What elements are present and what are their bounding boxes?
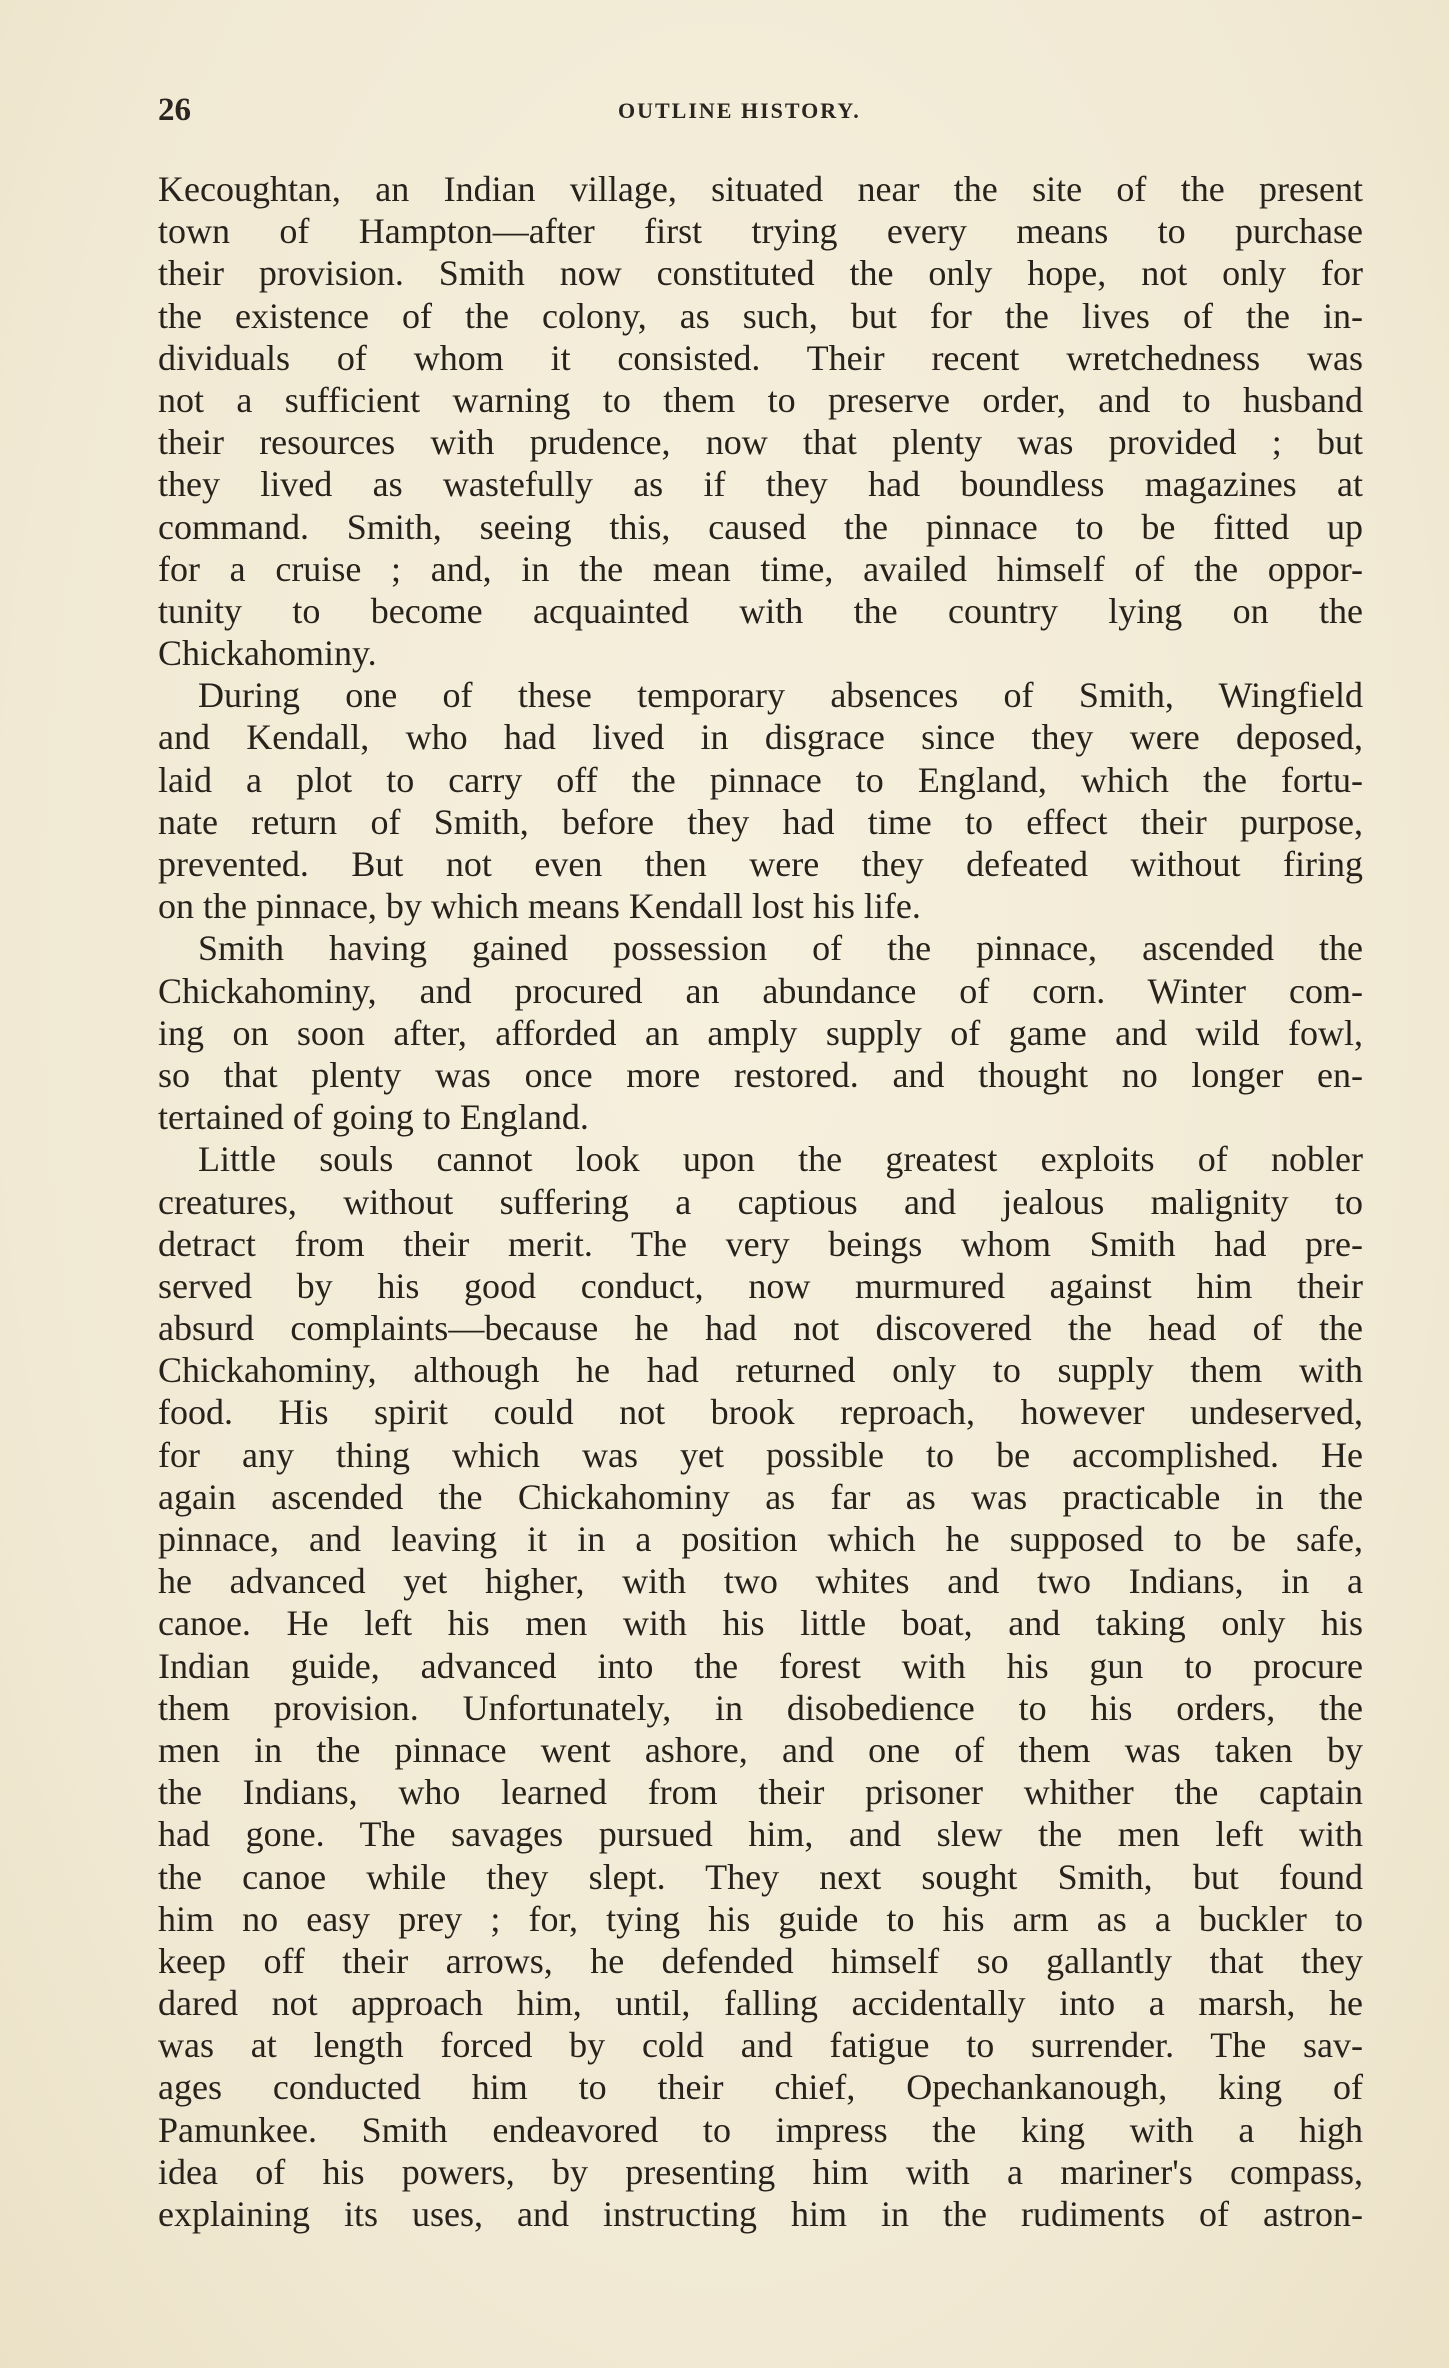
text-line: laid a plot to carry off the pinnace to England, which the fortu-: [158, 759, 1363, 800]
paragraph-1: [158, 168, 1363, 674]
text-line: men in the pinnace went ashore, and one of them was taken by: [158, 1729, 1363, 1770]
text-line: them provision. Unfortunately, in disobedience to his orders, the: [158, 1687, 1363, 1728]
text-line: so that plenty was once more restored. and thought no longer en-: [158, 1054, 1363, 1095]
text-line: keep off their arrows, he defended himself so gallantly that they: [158, 1940, 1363, 1981]
page-header: [158, 92, 1358, 132]
text-line: Chickahominy, and procured an abundance of corn. Winter com-: [158, 970, 1363, 1011]
text-line: tertained of going to England.: [158, 1097, 589, 1138]
text-line: detract from their merit. The very beings whom Smith had pre-: [158, 1223, 1363, 1264]
text-line: food. His spirit could not brook reproach, however undeserved,: [158, 1392, 1363, 1433]
text-line: absurd complaints—because he had not discovered the head of the: [158, 1308, 1363, 1349]
text-line: for any thing which was yet possible to be accomplished. He: [158, 1434, 1363, 1475]
text-line: Chickahominy, although he had returned only to supply them with: [158, 1350, 1363, 1391]
text-line: their provision. Smith now constituted the only hope, not only for: [158, 253, 1363, 294]
text-line: he advanced yet higher, with two whites and two Indians, in a: [158, 1561, 1363, 1602]
text-line: had gone. The savages pursued him, and slew the men left with: [158, 1814, 1363, 1855]
text-line: Indian guide, advanced into the forest with his gun to procure: [158, 1645, 1363, 1686]
text-line: creatures, without suffering a captious and jealous malignity to: [158, 1181, 1363, 1222]
paragraph-2: [158, 674, 1363, 927]
text-line: they lived as wastefully as if they had boundless magazines at: [158, 464, 1363, 505]
text-line: nate return of Smith, before they had time to effect their purpose,: [158, 801, 1363, 842]
text-line: pinnace, and leaving it in a position which he supposed to be safe,: [158, 1519, 1363, 1559]
text-line: him no easy prey ; for, tying his guide to his arm as a buckler to: [158, 1898, 1363, 1939]
text-line: Chickahominy.: [158, 633, 377, 674]
text-line: idea of his powers, by presenting him with a mariner's compass,: [158, 2151, 1363, 2192]
text-line: town of Hampton—after first trying every means to purchase: [158, 211, 1363, 252]
text-line: canoe. He left his men with his little boat, and taking only his: [158, 1603, 1363, 1644]
text-line: command. Smith, seeing this, caused the pinnace to be fitted up: [158, 506, 1363, 547]
text-line: the canoe while they slept. They next sought Smith, but found: [158, 1856, 1363, 1897]
text-line: Smith having gained possession of the pinnace, ascended the: [198, 928, 1363, 969]
text-line: Pamunkee. Smith endeavored to impress the king with a high: [158, 2109, 1363, 2150]
text-line: Little souls cannot look upon the greatest exploits of nobler: [198, 1139, 1363, 1180]
text-line: the existence of the colony, as such, but for the lives of the in-: [158, 295, 1363, 336]
text-line: dared not approach him, until, falling accidentally into a marsh, he: [158, 1983, 1363, 2024]
paragraph-4: [158, 1138, 1363, 2235]
text-line: again ascended the Chickahominy as far as was practicable in the: [158, 1476, 1363, 1517]
text-line: dividuals of whom it consisted. Their recent wretchedness was: [158, 337, 1363, 378]
text-line: prevented. But not even then were they defeated without firing: [158, 844, 1363, 884]
text-line: not a sufficient warning to them to preserve order, and to husband: [158, 379, 1363, 420]
text-line: explaining its uses, and instructing him in the rudiments of astron-: [158, 2194, 1363, 2234]
running-head: OUTLINE HISTORY.: [618, 98, 861, 123]
text-line: was at length forced by cold and fatigue to surrender. The sav-: [158, 2025, 1363, 2066]
text-line: tunity to become acquainted with the country lying on the: [158, 590, 1363, 631]
text-line: During one of these temporary absences of Smith, Wingfield: [198, 675, 1363, 716]
text-line: and Kendall, who had lived in disgrace since they were deposed,: [158, 717, 1363, 758]
text-line: ages conducted him to their chief, Opechankanough, king of: [158, 2067, 1363, 2108]
text-line: the Indians, who learned from their prisoner whither the captain: [158, 1772, 1363, 1813]
text-line: on the pinnace, by which means Kendall lost his life.: [158, 886, 921, 927]
text-line: ing on soon after, afforded an amply supply of game and wild fowl,: [158, 1012, 1363, 1053]
text-line: Kecoughtan, an Indian village, situated near the site of the present: [158, 169, 1363, 209]
text-line: their resources with prudence, now that plenty was provided ; but: [158, 422, 1363, 463]
page-number: 26: [158, 92, 191, 128]
body-text: [158, 168, 1363, 2235]
text-line: for a cruise ; and, in the mean time, availed himself of the oppor-: [158, 548, 1363, 589]
paragraph-3: [158, 927, 1363, 1138]
text-line: served by his good conduct, now murmured against him their: [158, 1265, 1363, 1306]
